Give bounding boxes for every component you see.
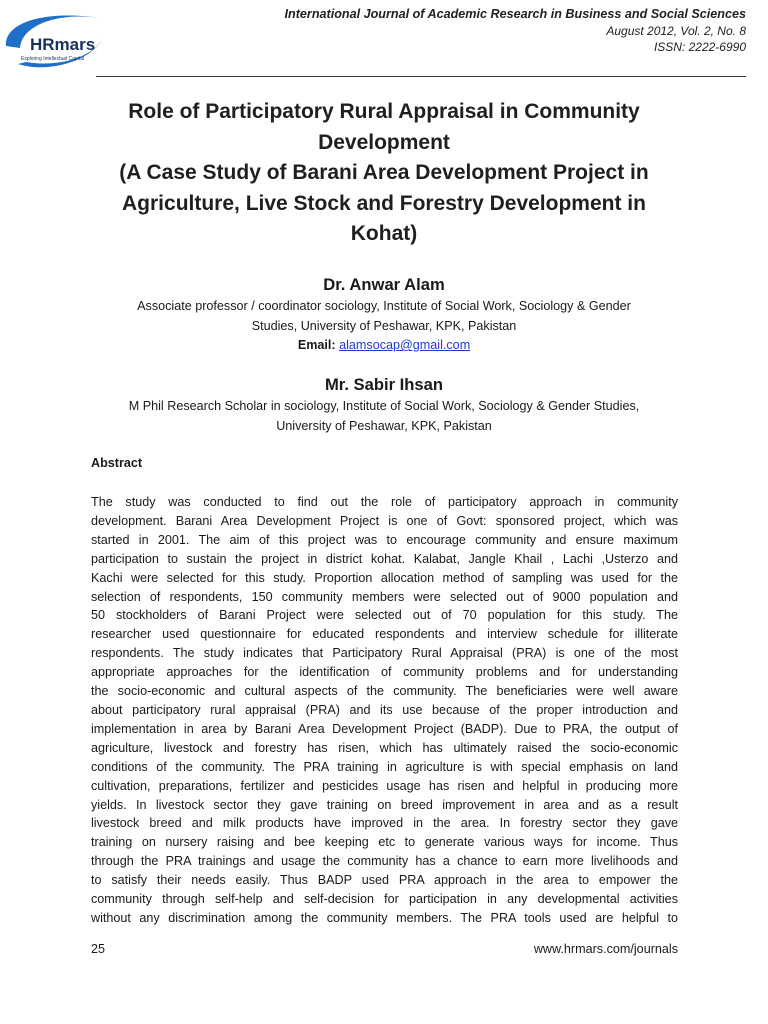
paper-title xyxy=(80,97,688,250)
abstract-line: started in 2001. The aim of this project was to encourage community and ensure maximum xyxy=(91,532,678,547)
abstract-line: about participatory rural appraisal (PRA) and its use because of the proper introduction and xyxy=(91,702,678,717)
abstract-line: through the PRA trainings and usage the community has a chance to earn more livelihoods and xyxy=(91,854,678,869)
title-line: Role of Participatory Rural Appraisal in Community xyxy=(128,100,640,123)
title-line: Agriculture, Live Stock and Forestry Development in xyxy=(122,191,646,215)
logo-tagline: Exploring Intellectual Capital xyxy=(21,56,85,62)
abstract-line: cultivation, preparations, fertilizer and pesticides usage has risen and helpful in producing more xyxy=(91,778,678,793)
abstract-line: conditions of the community. The PRA training in agriculture is with special emphasis on land xyxy=(91,759,678,774)
abstract-heading: Abstract xyxy=(91,456,143,470)
author-name: Mr. Sabir Ihsan xyxy=(324,375,444,394)
hrmars-logo-mark xyxy=(0,6,112,72)
journal-issn: ISSN: 2222-6990 xyxy=(653,40,746,54)
footer-url: www.hrmars.com/journals xyxy=(533,942,678,956)
logo-text: HRmars xyxy=(30,35,96,54)
abstract-line: training on nursery raising and bee keeping etc to generate various ways for income. Thus xyxy=(91,835,678,850)
abstract-line: Kachi were selected for this study. Proportion allocation method of sampling was used for the xyxy=(91,570,678,585)
author-affiliation: University of Peshawar, KPK, Pakistan xyxy=(276,418,492,433)
abstract-line: participation to sustain the project in district kohat. Kalabat, Jangle Khail , Lachi ,Usterzo and xyxy=(91,551,678,566)
author-affiliation: Studies, University of Peshawar, KPK, Pakistan xyxy=(251,318,517,333)
journal-issue: August 2012, Vol. 2, No. 8 xyxy=(606,24,746,38)
page-number: 25 xyxy=(91,942,106,956)
abstract-line: livestock breed and milk products have improved in the area. In forestry sector they gave xyxy=(91,816,678,831)
email-label: Email: xyxy=(297,338,336,352)
abstract-line: development. Barani Area Development Project is one of Govt: sponsored project, which was xyxy=(91,513,678,528)
journal-name: International Journal of Academic Research in Business and Social Sciences xyxy=(284,7,746,21)
abstract-line: researcher used questionnaire for educated respondents and interview schedule for illiterate xyxy=(91,627,678,642)
abstract-body xyxy=(91,493,678,928)
abstract-line: The study was conducted to find out the role of participatory approach in community xyxy=(91,495,678,509)
title-line: (A Case Study of Barani Area Development Project in xyxy=(119,161,649,184)
abstract-line: selection of respondents, 150 community members were selected out of 9000 population and xyxy=(91,589,678,604)
abstract-line: community through self-help and self-decision for participation in any developmental activities xyxy=(91,892,678,907)
abstract-line: to satisfy their needs easily. Thus BADP used PRA approach in the area to empower the xyxy=(91,873,678,888)
header-rule xyxy=(96,76,746,77)
abstract-line: respondents. The study indicates that Participatory Rural Appraisal (PRA) is one of the most xyxy=(91,646,678,661)
author-affiliation: Associate professor / coordinator sociology, Institute of Social Work, Sociology & Gender xyxy=(137,299,631,313)
abstract-line: yields. In livestock sector they gave training on breed improvement in area and as a result xyxy=(91,797,678,812)
author-email xyxy=(80,336,688,356)
author-name: Dr. Anwar Alam xyxy=(323,275,445,294)
author-block-1 xyxy=(80,273,688,356)
abstract-line: without any discrimination among the community members. The PRA tools used are helpful to xyxy=(91,910,678,925)
title-line: Kohat) xyxy=(350,222,418,245)
abstract-line: appropriate approaches for the identification of community problems and for understanding xyxy=(91,665,678,680)
journal-header xyxy=(285,6,746,55)
abstract-line: implementation in area by Barani Area Development Project (BADP). Due to PRA, the output of xyxy=(91,721,678,736)
abstract-line: 50 stockholders of Barani Project were selected out of 70 population for this study. The xyxy=(91,608,678,623)
abstract-line: the socio-economic and cultural aspects of the community. The beneficiaries were well aware xyxy=(91,684,678,699)
author-affiliation: M Phil Research Scholar in sociology, Institute of Social Work, Sociology & Gender Studies, xyxy=(128,399,640,413)
title-line: Development xyxy=(318,130,450,154)
author-block-2 xyxy=(80,373,688,436)
hrmars-logo xyxy=(0,6,112,72)
abstract-line: agriculture, livestock and forestry has risen, which has ultimately raised the socio-economic xyxy=(91,740,678,755)
email-link[interactable]: alamsocap@gmail.com xyxy=(339,338,471,352)
